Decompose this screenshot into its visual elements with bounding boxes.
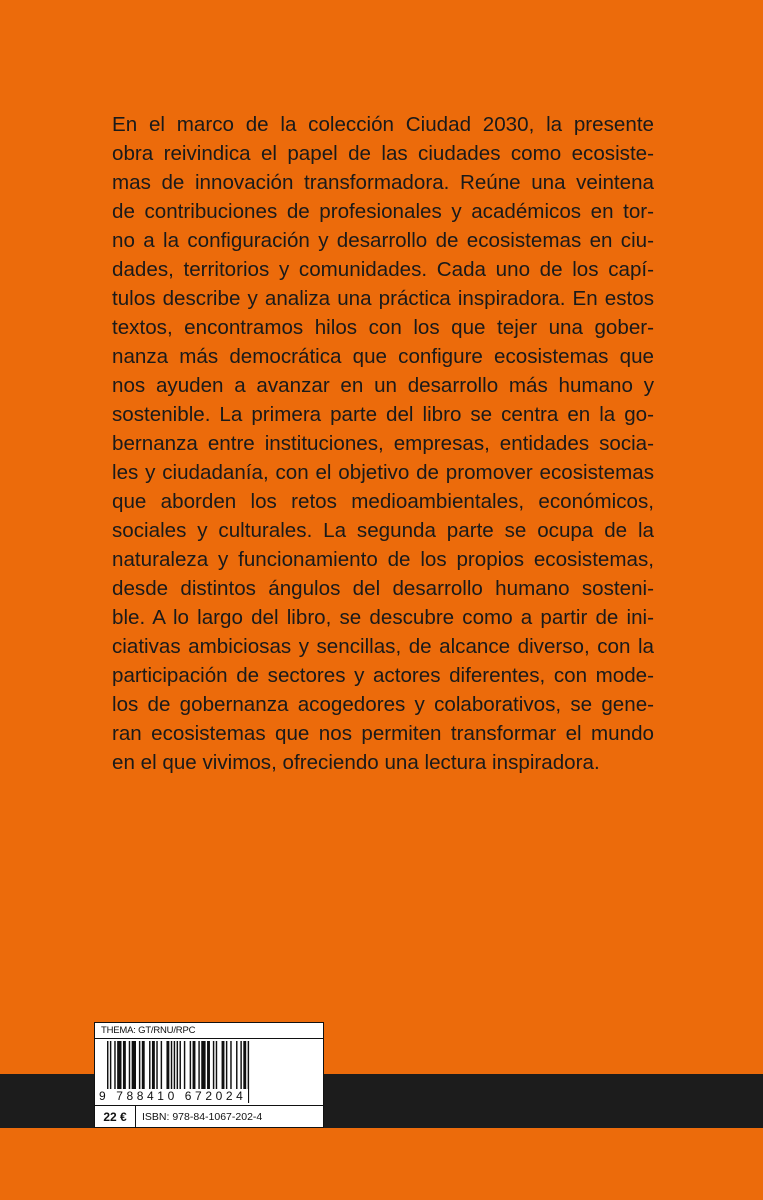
thema-code: THEMA: GT/RNU/RPC	[101, 1025, 196, 1036]
blurb-line: dades, territorios y comunidades. Cada uno de los capí-	[112, 258, 654, 281]
blurb-line: ble. A lo largo del libro, se descubre como a partir de ini-	[112, 606, 654, 629]
blurb-line: participación de sectores y actores diferentes, con mode-	[112, 664, 654, 687]
blurb-line: textos, encontramos hilos con los que tejer una gober-	[112, 316, 654, 339]
blurb-line: tulos describe y analiza una práctica inspiradora. En estos	[112, 287, 654, 310]
blurb-line: les y ciudadanía, con el objetivo de promover ecosistemas	[112, 461, 654, 484]
blurb-line: sostenible. La primera parte del libro se centra en la go-	[112, 403, 654, 426]
back-cover-blurb	[112, 110, 654, 777]
blurb-line: En el marco de la colección Ciudad 2030, la presente	[112, 113, 654, 136]
blurb-line: obra reivindica el papel de las ciudades como ecosiste-	[112, 142, 654, 165]
blurb-line: mas de innovación transformadora. Reúne una veintena	[112, 171, 654, 194]
blurb-line: no a la configuración y desarrollo de ecosistemas en ciu-	[112, 229, 654, 252]
blurb-line: nos ayuden a avanzar en un desarrollo más humano y	[112, 374, 654, 397]
blurb-line: de contribuciones de profesionales y académicos en tor-	[112, 200, 654, 223]
blurb-line: ciativas ambiciosas y sencillas, de alcance diverso, con la	[112, 635, 654, 658]
price-label: 22 €	[103, 1109, 127, 1124]
isbn-label: ISBN: 978-84-1067-202-4	[142, 1110, 263, 1123]
blurb-line: que aborden los retos medioambientales, económicos,	[112, 490, 654, 513]
divider-line	[135, 1106, 136, 1127]
blurb-line: desde distintos ángulos del desarrollo humano sosteni-	[112, 577, 654, 600]
blurb-line: bernanza entre instituciones, empresas, entidades socia-	[112, 432, 654, 455]
blurb-line: nanza más democrática que configure ecosistemas que	[112, 345, 654, 368]
ean-digits: 9 788410 672024	[99, 1089, 247, 1103]
blurb-line: ran ecosistemas que nos permiten transformar el mundo	[112, 722, 654, 745]
blurb-line: en el que vivimos, ofreciendo una lectura inspiradora.	[112, 751, 600, 774]
blurb-line: los de gobernanza acogedores y colaborativos, se gene-	[112, 693, 654, 716]
blurb-line: naturaleza y funcionamiento de los propios ecosistemas,	[112, 548, 654, 571]
barcode-panel	[94, 1022, 324, 1128]
blurb-line: sociales y culturales. La segunda parte se ocupa de la	[112, 519, 654, 542]
